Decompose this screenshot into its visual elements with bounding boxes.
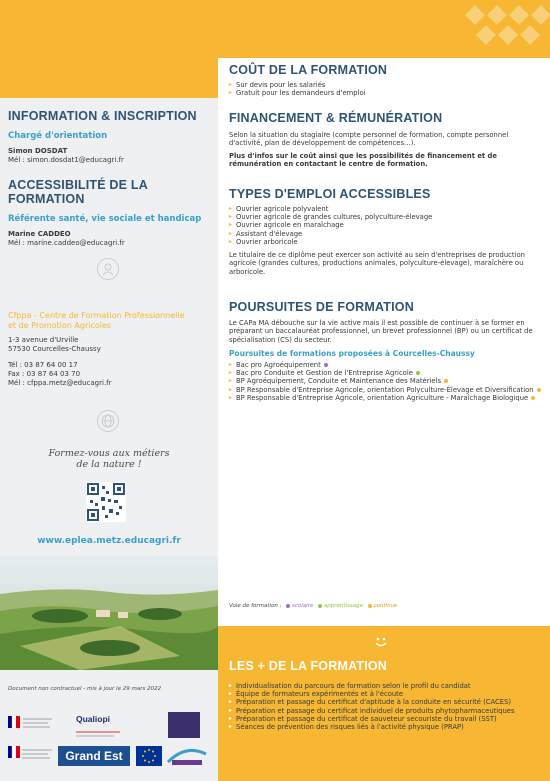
- apprentissage-dot: [318, 604, 322, 608]
- financement-paragraph: Selon la situation du stagiaire (compte personnel de formation, compte personnel d'activité, plan de développement de compétences…).: [229, 131, 509, 148]
- legend: [229, 603, 541, 609]
- list-item-label: Bac pro Agroéquipement: [236, 360, 321, 369]
- list-item: ▸ Ouvrier agricole polyvalent: [229, 205, 541, 213]
- accessibility-subtitle: Référente santé, vie sociale et handicap: [8, 214, 202, 224]
- republique-francaise-logo: [8, 714, 54, 734]
- cfppa-section: [8, 311, 213, 388]
- poursuites-subtitle: Poursuites de formations proposées à Courcelles-Chaussy: [229, 348, 475, 358]
- les-plus-title: LES + DE LA FORMATION: [229, 659, 388, 673]
- continue-dot: [531, 396, 535, 400]
- types-title: TYPES D'EMPLOI ACCESSIBLES: [229, 187, 431, 201]
- certification-badge: [168, 712, 200, 738]
- accessibility-section: [8, 178, 218, 248]
- list-item: [229, 394, 541, 402]
- list-item: ▸ Préparation et passage du certificat d'aptitude à la conduite en sécurité (CACES): [229, 698, 544, 706]
- qualiopi-logo: [76, 714, 128, 736]
- list-item: ▸ Équipe de formateurs expérimentés et à l'écoute: [229, 690, 544, 698]
- poursuites-paragraph: Le CAPa MA débouche sur la vie active mais il est possible de continuer à se former en préparant un baccalauréat professionnel, un brevet professionnel (BP) ou un certificat de spécialisation (CS) du secteur.: [229, 319, 533, 344]
- list-item-label: BP Responsable d'Entreprise Agricole, orientation Polyculture-Élevage et Diversification: [236, 385, 534, 394]
- list-item: ▸ Ouvrier agricole de grandes cultures, polyculture-élevage: [229, 213, 541, 221]
- financement-info: Plus d'infos sur le coût ainsi que les possibilités de financement et de rémunération en contactant le centre de formation.: [229, 151, 498, 168]
- continue-dot: [444, 379, 448, 383]
- legend-scolaire: scolaire: [292, 603, 314, 609]
- decorative-pattern: [218, 0, 550, 58]
- list-item-label: BP Agroéquipement, Conduite et Maintenance des Matériels: [236, 377, 442, 386]
- scolaire-dot: [324, 363, 328, 367]
- slogan: [0, 448, 218, 470]
- list-item: ▸ Séances de prévention des risques liés à l'activité physique (PRAP): [229, 723, 544, 731]
- list-item: ▸ Individualisation du parcours de formation selon le profil du candidat: [229, 682, 544, 690]
- grand-est-logo: Grand Est: [58, 746, 130, 766]
- list-item: ▸ Préparation et passage du certificat de sauveteur secouriste du travail (SST): [229, 715, 544, 723]
- disclaimer: Document non contractuel - mis à jour le 29 mars 2022: [8, 686, 162, 692]
- list-item: ▸ Ouvrier agricole en maraîchage: [229, 221, 541, 229]
- info-subtitle: Chargé d'orientation: [8, 131, 108, 141]
- les-plus-list: [229, 682, 544, 731]
- cout-title: COÛT DE LA FORMATION: [229, 63, 388, 77]
- types-section: [229, 187, 541, 276]
- list-item: ▸ Ouvrier arboricole: [229, 238, 541, 246]
- types-list: [229, 205, 541, 246]
- legend-label: Voie de formation :: [229, 603, 282, 609]
- accessibility-contact-name: Marine CADDEO: [8, 230, 71, 238]
- poursuites-list: [229, 361, 541, 402]
- financement-section: [229, 111, 541, 168]
- slogan-line2: de la nature !: [76, 459, 142, 470]
- cout-list: [229, 81, 541, 97]
- eu-flag: [136, 746, 162, 766]
- address-line2: 57530 Courcelles-Chaussy: [8, 345, 101, 353]
- landscape-photo: [0, 556, 218, 670]
- poursuites-section: [229, 300, 541, 402]
- accessibility-contact-mail[interactable]: Mél : marine.caddeo@educagri.fr: [8, 239, 125, 247]
- list-item: [229, 377, 541, 385]
- phone: Tél : 03 87 64 00 17: [8, 361, 78, 369]
- fax: Fax : 03 87 64 03 70: [8, 370, 81, 378]
- list-item: ▸ Assistant d'élevage: [229, 230, 541, 238]
- list-item: [229, 369, 541, 377]
- cout-section: [229, 63, 541, 97]
- legend-apprentissage: apprentissage: [323, 603, 364, 609]
- list-item: ▸ Préparation et passage du certificat individuel de produits phytopharmaceutiques: [229, 707, 544, 715]
- partner-logos: [8, 712, 213, 774]
- qr-code[interactable]: [86, 482, 126, 522]
- info-contact-name: Simon DOSDAT: [8, 147, 68, 155]
- accessibility-title: ACCESSIBILITÉ DE LA FORMATION: [8, 178, 148, 206]
- slogan-line1: Formez-vous aux métiers: [48, 448, 170, 459]
- list-item: ▸ Gratuit pour les demandeurs d'emploi: [229, 89, 541, 97]
- list-item: [229, 386, 541, 394]
- continue-dot: [368, 604, 372, 608]
- website-link[interactable]: www.eplea.metz.educagri.fr: [37, 536, 181, 546]
- legend-continue: continue: [373, 603, 398, 609]
- les-plus-section: [218, 626, 550, 781]
- ministere-logo: [8, 742, 54, 768]
- list-item: ▸ Sur devis pour les salariés: [229, 81, 541, 89]
- list-item-label: Bac pro Conduite et Gestion de l'Entreprise Agricole: [236, 369, 413, 378]
- contact-icon: [97, 258, 119, 280]
- cfppa-mail[interactable]: Mél : cfppa.metz@educagri.fr: [8, 379, 112, 387]
- address-line1: 1-3 avenue d'Urville: [8, 336, 79, 344]
- continue-dot: [537, 388, 541, 392]
- info-section: [8, 109, 213, 165]
- info-contact-mail[interactable]: Mél : simon.dosdat1@educagri.fr: [8, 156, 124, 164]
- types-paragraph: Le titulaire de ce diplôme peut exercer son activité au sein d'entreprises de production agricole (grandes cultures, productions animales, polyculture-élevage), maraîchère ou arboricole.: [229, 251, 525, 276]
- info-title: INFORMATION & INSCRIPTION: [8, 109, 197, 123]
- qualiopi-label: Qualiopi: [76, 714, 110, 724]
- top-banner-right: [218, 0, 550, 58]
- top-banner-left: [0, 0, 218, 98]
- smiley-icon: [373, 634, 389, 650]
- cfppa-name-line2: et de Promotion Agricoles: [8, 321, 112, 330]
- apprentissage-dot: [416, 371, 420, 375]
- financement-title: FINANCEMENT & RÉMUNÉRATION: [229, 111, 443, 125]
- list-item: [229, 361, 541, 369]
- scolaire-dot: [286, 604, 290, 608]
- list-item-label: BP Responsable d'Entreprise Agricole, orientation Agriculture - Maraîchage Biologique: [236, 393, 529, 402]
- poursuites-title: POURSUITES DE FORMATION: [229, 300, 414, 314]
- globe-icon: [97, 410, 119, 432]
- cfppa-name-line1: Cfppa - Centre de Formation Professionnelle: [8, 311, 185, 320]
- engage-logo: [166, 744, 208, 768]
